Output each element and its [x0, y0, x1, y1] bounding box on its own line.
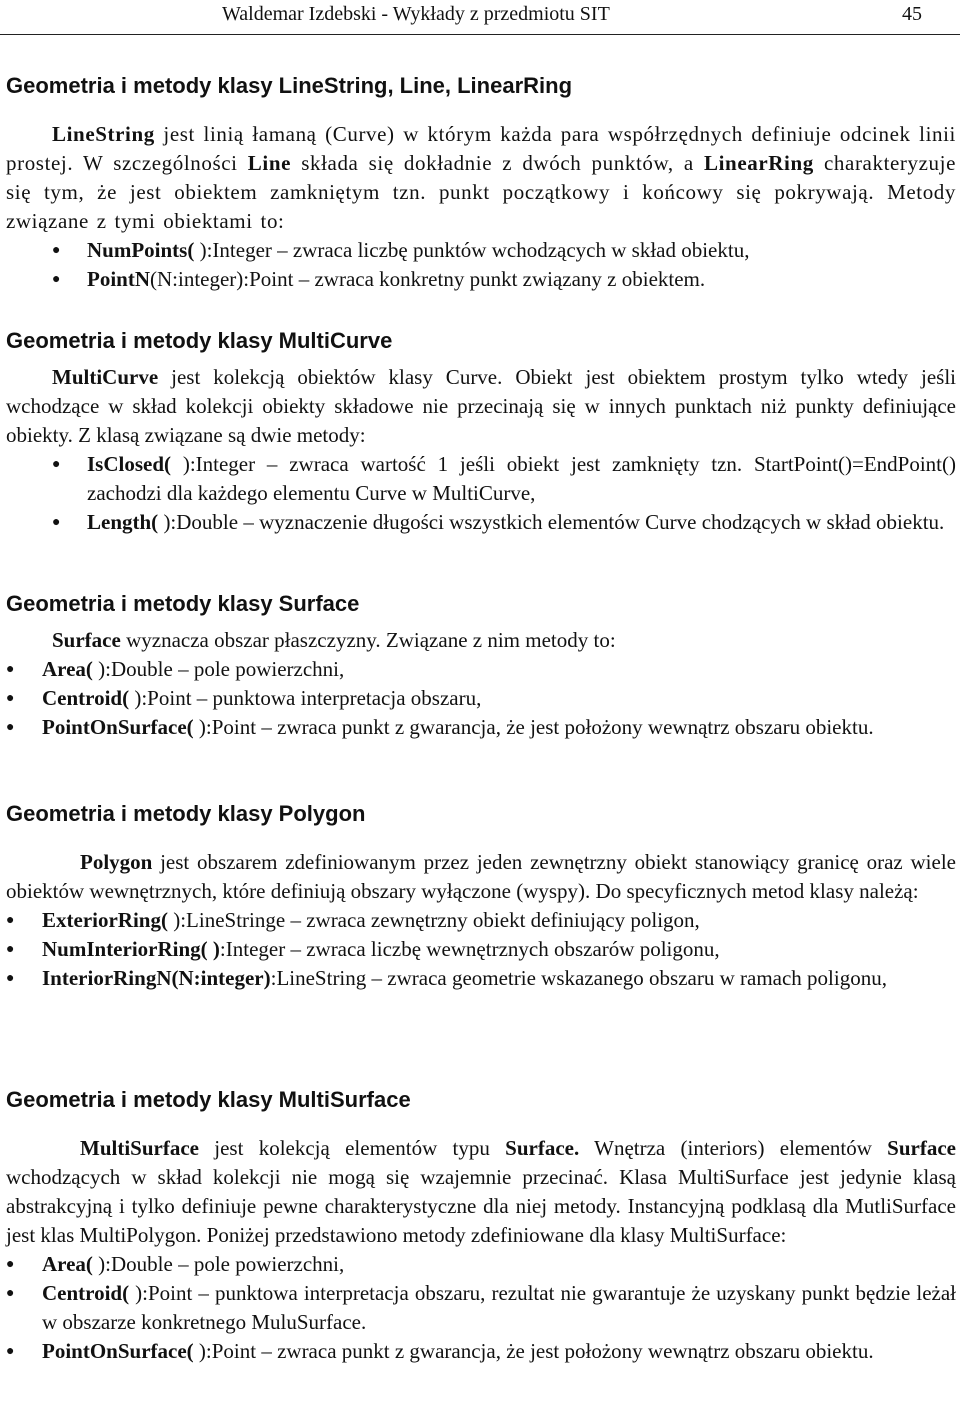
term: Surface [52, 628, 121, 652]
list-item: ● NumPoints( ):Integer – zwraca liczbę punktów wchodzących w skład obiektu, [6, 236, 956, 265]
section-heading: Geometria i metody klasy MultiSurface [6, 1087, 411, 1112]
bullet-icon: ● [6, 942, 15, 957]
section-paragraph: Polygon jest obszarem zdefiniowanym przez jeden zewnętrzny obiekt stanowiący granicę oraz wiele obiektów wewnętrznych, które definiują obszary wyłączone (wyspy). Do specyficznych metod klasy należą: [6, 850, 956, 903]
section-polygon [6, 800, 956, 993]
term: Surface. [505, 1136, 580, 1160]
header-rule [0, 34, 960, 35]
section-heading: Geometria i metody klasy Polygon [6, 801, 366, 826]
list-item: ● Area( ):Double – pole powierzchni, [6, 1250, 956, 1279]
list-item: ● Area( ):Double – pole powierzchni, [6, 655, 956, 684]
section-heading: Geometria i metody klasy Surface [6, 591, 360, 616]
section-surface [6, 590, 956, 742]
term: Line [247, 151, 292, 175]
page-header [222, 2, 922, 26]
bullet-icon: ● [52, 243, 61, 258]
bullet-icon: ● [6, 691, 15, 706]
list-item: ● IsClosed( ):Integer – zwraca wartość 1 jeśli obiekt jest zamknięty tzn. StartPoint()=EndPoint() zachodzi dla każdego elementu Curve w MultiCurve, [52, 452, 956, 505]
bullet-icon: ● [6, 720, 15, 735]
list-item: ● PointN(N:integer):Point – zwraca konkretny punkt związany z obiektem. [6, 265, 956, 294]
list-item: ● NumInteriorRing( ):Integer – zwraca liczbę wewnętrznych obszarów poligonu, [6, 935, 956, 964]
bullet-icon: ● [6, 913, 15, 928]
bullet-icon: ● [52, 515, 61, 530]
method-list [6, 906, 956, 993]
list-item: ● PointOnSurface( ):Point – zwraca punkt z gwarancja, że jest położony wewnątrz obszaru obiektu. [6, 1337, 956, 1366]
bullet-icon: ● [6, 662, 15, 677]
method-list [6, 655, 956, 742]
term: Surface [887, 1136, 956, 1160]
section-paragraph: Surface wyznacza obszar płaszczyzny. Związane z nim metody to: [52, 628, 616, 652]
section-linestring [6, 72, 956, 294]
header-title: Waldemar Izdebski - Wykłady z przedmiotu SIT [222, 3, 610, 25]
section-heading: Geometria i metody klasy LineString, Line, LinearRing [6, 73, 573, 98]
bullet-icon: ● [6, 1257, 15, 1272]
bullet-icon: ● [6, 971, 15, 986]
bullet-icon: ● [52, 457, 61, 472]
section-paragraph: LineString jest linią łamaną (Curve) w którym każda para współrzędnych definiuje odcinek linii prostej. W szczególności Line składa się dokładnie z dwóch punktów, a LinearRing charakteryzuje się tym, że jest obiektem zamkniętym tzn. punkt początkowy i końcowy się pokrywają. Metody związane z tymi obiektami to: [6, 122, 956, 233]
method-list [6, 236, 956, 294]
list-item: ● Length( ):Double – wyznaczenie długości wszystkich elementów Curve chodzących w skład obiektu. [6, 508, 956, 537]
method-list [6, 1250, 956, 1366]
bullet-icon: ● [6, 1286, 15, 1301]
section-multicurve [6, 327, 956, 537]
page-number: 45 [902, 3, 922, 25]
term: LineString [52, 122, 155, 146]
list-item: ● Centroid( ):Point – punktowa interpretacja obszaru, rezultat nie gwarantuje że uzyskany punkt będzie leżał w obszarze konkretnego MuluSurface. [6, 1281, 956, 1334]
list-item: ● InteriorRingN(N:integer):LineString – zwraca geometrie wskazanego obszaru w ramach poligonu, [6, 964, 956, 993]
section-multisurface [6, 1086, 956, 1366]
bullet-icon: ● [6, 1344, 15, 1359]
method-list [6, 450, 956, 537]
list-item: ● PointOnSurface( ):Point – zwraca punkt z gwarancja, że jest położony wewnątrz obszaru obiektu. [6, 713, 956, 742]
bullet-icon: ● [52, 272, 61, 287]
term: MultiSurface [80, 1136, 199, 1160]
list-item: ● Centroid( ):Point – punktowa interpretacja obszaru, [6, 684, 956, 713]
section-paragraph: MultiCurve jest kolekcją obiektów klasy Curve. Obiekt jest obiektem prostym tylko wtedy jeśli wchodzące w skład kolekcji obiekty składowe nie przecinają się w innych punktach niż punkty definiujące obiekty. Z klasą związane są dwie metody: [6, 365, 956, 447]
term: MultiCurve [52, 365, 159, 389]
term: Polygon [80, 850, 153, 874]
section-paragraph: MultiSurface jest kolekcją elementów typu Surface. Wnętrza (interiors) elementów Surface wchodzących w skład kolekcji nie mogą się wzajemnie przecinać. Klasa MultiSurface jest jedynie klasą abstrakcyjną i tylko definiuje pewne charakterystyczne dla niej metody. Instancyjną podklasą dla MutliSurface jest klas MultiPolygon. Poniżej przedstawiono metody zdefiniowane dla klasy MultiSurface: [6, 1136, 956, 1247]
section-heading: Geometria i metody klasy MultiCurve [6, 328, 393, 353]
list-item: ● ExteriorRing( ):LineStringe – zwraca zewnętrzny obiekt definiujący poligon, [6, 906, 956, 935]
term: LinearRing [704, 151, 814, 175]
